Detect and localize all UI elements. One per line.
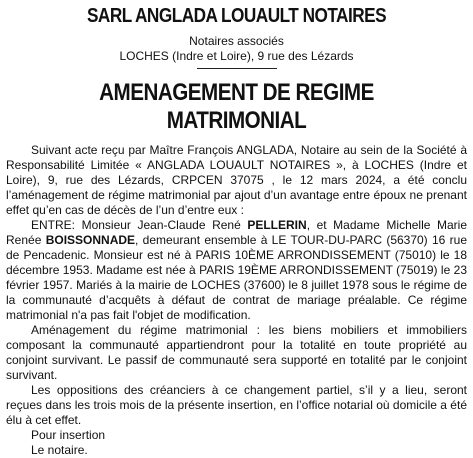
paragraph-oppositions: Les oppositions des créanciers à ce changement partiel, s’il y a lieu, seront reçues dans les trois mois de la présente insertion, en l’office notarial où domicile a été élu à cet effet. (6, 383, 467, 427)
paragraph-deed: Suivant acte reçu par Maître François ANGLADA, Notaire au sein de la Société à Responsabilité Limitée « ANGLADA LOUAULT NOTAIRES », à LOCHES (Indre et Loire), 9, rue des Lézards, CRPCEN 37075 , le 12 mars 2024, a été conclu l’aménagement de régime matrimonial par ajout d’un avantage entre époux ne prenant effet qu’en cas de décès de l’un d’entre eux : (6, 143, 467, 217)
wife-surname: BOISSONNADE (45, 233, 136, 247)
notice-body (6, 143, 467, 458)
parties-text-2: , et Madame Michelle Marie Renée (6, 218, 467, 247)
paragraph-arrangement: Aménagement du régime matrimonial : les biens mobiliers et immobiliers composant la communauté appartiendront pour la totalité en toute propriété au conjoint survivant. Le passif de communauté sera supporté en totalité par le conjoint survivant. (6, 323, 467, 382)
parties-text-3: , demeurant ensemble à LE TOUR-DU-PARC (56370) 16 rue de Pencadenic. Monsieur est né à PARIS 10ÈME ARRONDISSEMENT (75010) le 18 décembre 1953. Madame est née à PARIS 19ÈME ARRONDISSEMENT (75019) le 23 février 1957. Mariés à la mairie de LOCHES (37600) le 8 juillet 1978 sous le régime de la communauté d’acquêts à défaut de contrat de mariage préalable. Ce régime matrimonial n'a pas fait l'objet de modification. (6, 233, 467, 322)
divider (197, 68, 277, 69)
firm-subtitle: Notaires associés (189, 34, 284, 48)
parties-text-1: ENTRE: Monsieur Jean-Claude René (31, 218, 248, 232)
closing-insertion: Pour insertion (31, 428, 106, 442)
husband-surname: PELLERIN (247, 218, 307, 232)
firm-address: LOCHES (Indre et Loire), 9 rue des Lézards (119, 49, 354, 63)
firm-name: SARL ANGLADA LOUAULT NOTAIRES (86, 5, 387, 27)
closing-signature: Le notaire. (31, 443, 88, 457)
notice-title: AMENAGEMENT DE REGIME MATRIMONIAL (99, 79, 374, 134)
paragraph-parties (6, 218, 467, 323)
